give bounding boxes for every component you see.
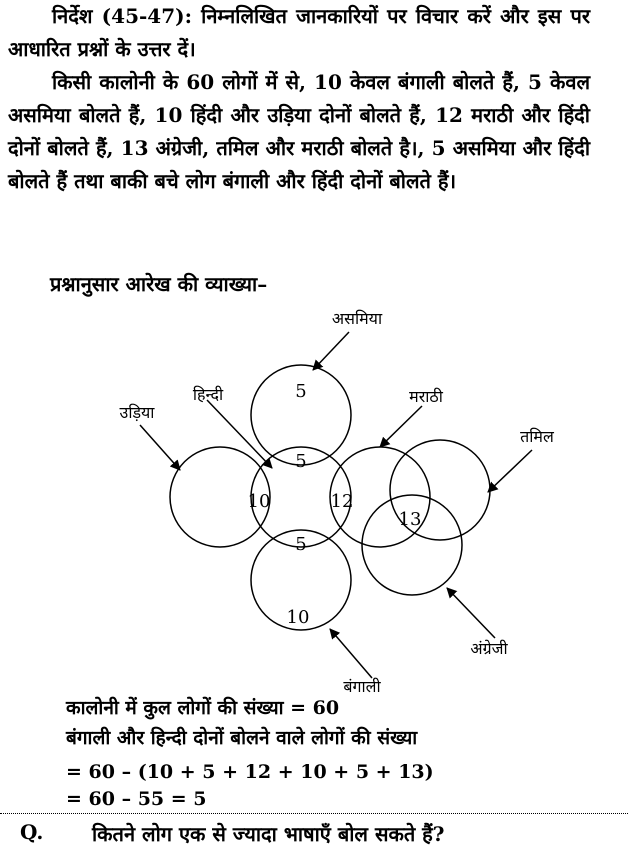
explanation-heading: प्रश्नानुसार आरेख की व्याख्या– bbox=[50, 272, 268, 296]
hindi-label: हिन्दी bbox=[192, 385, 224, 404]
tamil-label: तमिल bbox=[520, 427, 554, 446]
marathi-tamil-english-value: 13 bbox=[398, 509, 422, 530]
assamese-circle bbox=[251, 365, 351, 465]
directions-paragraph bbox=[8, 0, 590, 66]
assamese-arrow bbox=[313, 332, 349, 370]
odia-hindi-value: 10 bbox=[247, 491, 271, 512]
bengali-arrow bbox=[330, 629, 372, 678]
tamil-arrow bbox=[488, 450, 532, 492]
solution-line-3: = 60 – (10 + 5 + 12 + 10 + 5 + 13) bbox=[66, 761, 434, 783]
solution-line-1: कालोनी में कुल लोगों की संख्या = 60 bbox=[66, 697, 340, 719]
solution-line-2: बंगाली और हिन्दी दोनों बोलने वाले लोगों की संख्या bbox=[66, 727, 418, 749]
question-text: कितने लोग एक से ज्यादा भाषाएँ बोल सकते हैं? bbox=[92, 822, 445, 846]
marathi-label: मराठी bbox=[409, 387, 443, 406]
bengali-only-value: 10 bbox=[286, 607, 310, 628]
passage-text: किसी कालोनी के 60 लोगों में से, 10 केवल बंगाली बोलते हैं, 5 केवल असमिया बोलते हैं, 10 हिंदी और उड़िया दोनों बोलते हैं, 12 मराठी और हिंदी दोनों बोलते हैं, 13 अंग्रेजी, तमिल और मराठी बोलते है।, 5 असमिया और हिंदी बोलते हैं तथा बाकी बचे लोग बंगाली और हिंदी दोनों बोलते हैं। bbox=[8, 70, 590, 193]
hindi-marathi-value: 12 bbox=[330, 491, 354, 512]
passage-paragraph bbox=[8, 66, 590, 198]
english-arrow bbox=[447, 588, 495, 638]
marathi-arrow bbox=[380, 406, 422, 447]
venn-diagram bbox=[0, 300, 628, 700]
directions-text: निर्देश (45-47): निम्नलिखित जानकारियों पर विचार करें और इस पर आधारित प्रश्नों के उत्तर दें। bbox=[8, 4, 590, 61]
english-label: अंग्रेजी bbox=[470, 639, 508, 658]
question-label: Q. bbox=[20, 820, 44, 844]
odia-label: उड़िया bbox=[119, 403, 155, 422]
assamese-label: असमिया bbox=[331, 309, 383, 328]
solution-line-4: = 60 – 55 = 5 bbox=[66, 788, 207, 810]
bengali-label: बंगाली bbox=[343, 677, 381, 696]
section-divider bbox=[0, 813, 628, 814]
odia-arrow bbox=[140, 425, 180, 470]
assamese-hindi-value: 5 bbox=[295, 451, 307, 472]
hindi-arrow bbox=[207, 400, 272, 468]
assamese-only-value: 5 bbox=[295, 381, 307, 402]
bengali-hindi-value: 5 bbox=[295, 534, 307, 555]
